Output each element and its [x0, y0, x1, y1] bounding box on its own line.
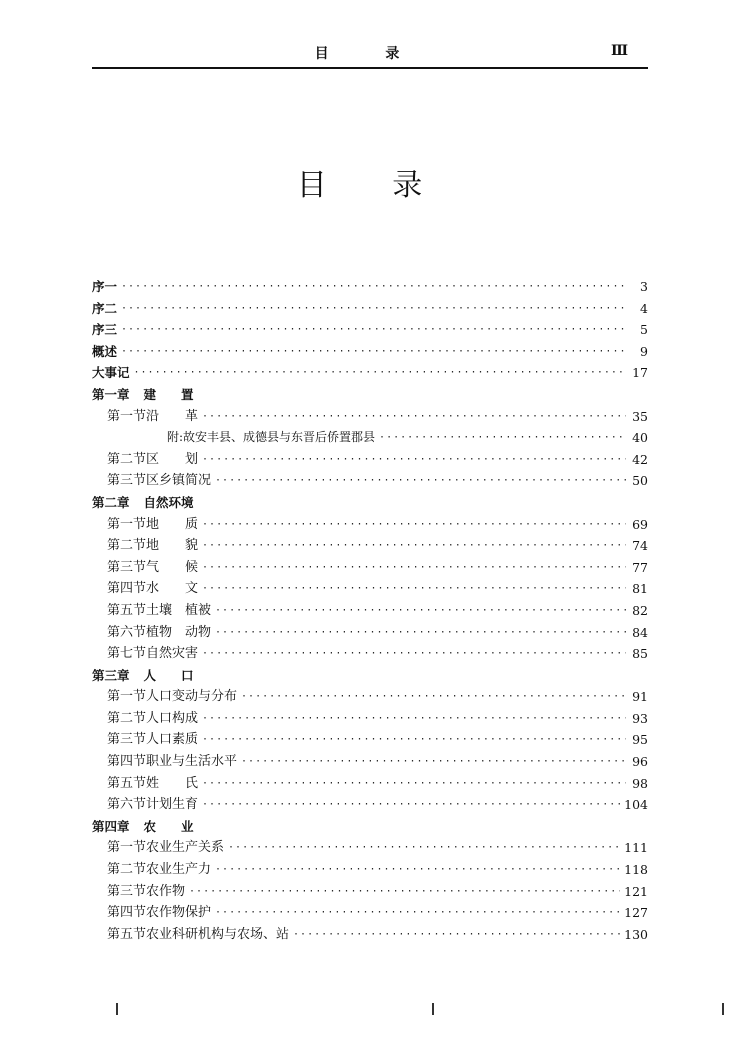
toc-entry-preface-2[interactable]	[92, 298, 648, 320]
dot-leader	[202, 729, 626, 751]
section-title: 气 候	[146, 559, 199, 575]
toc-entry-label: 大事记	[92, 365, 130, 381]
toc-section-entry[interactable]	[92, 449, 648, 471]
dot-leader	[228, 837, 620, 859]
toc-page-number: 118	[624, 862, 648, 878]
running-title: 目 录	[314, 46, 426, 62]
chapter-title: 人 口	[143, 667, 194, 683]
toc-entry-label: 概述	[92, 343, 118, 359]
section-number: 第三节	[107, 732, 147, 748]
chapter-number: 第二章	[92, 494, 130, 510]
toc-page-number: 111	[624, 840, 648, 856]
section-title: 地 貌	[146, 538, 199, 554]
dot-leader	[202, 514, 626, 536]
toc-section-entry[interactable]	[92, 924, 648, 946]
toc-section-entry[interactable]	[92, 902, 648, 924]
toc-page-number: 93	[632, 710, 648, 726]
section-number: 第六节	[107, 797, 147, 813]
section-title: 人口素质	[146, 732, 199, 748]
chapter-number: 第四章	[92, 818, 130, 834]
section-title: 农业生产力	[146, 862, 212, 878]
toc-page-number: 9	[640, 343, 648, 359]
section-title: 水 文	[146, 581, 199, 597]
toc-entry-label: 序一	[92, 279, 118, 294]
toc-entry-chronicle[interactable]	[92, 362, 648, 384]
chapter-title: 自然环境	[143, 494, 194, 510]
toc-entry-overview[interactable]	[92, 341, 648, 363]
dot-leader	[121, 341, 626, 363]
chapter-title: 农 业	[143, 818, 194, 834]
chapter-title: 建 置	[143, 386, 194, 402]
toc-page-number: 74	[632, 538, 648, 554]
dot-leader	[202, 794, 620, 816]
section-title: 农作物保护	[146, 905, 212, 921]
section-title: 植物 动物	[146, 624, 212, 640]
toc-section-entry[interactable]	[92, 729, 648, 751]
toc-entry-label: 序二	[92, 300, 118, 316]
section-title: 自然灾害	[146, 646, 199, 662]
dot-leader	[134, 362, 626, 384]
section-number: 第五节	[107, 775, 147, 791]
toc-section-entry[interactable]	[92, 622, 648, 644]
toc-page-number: 127	[624, 905, 648, 921]
dot-leader	[241, 686, 626, 708]
section-title: 沿 革	[146, 408, 199, 424]
dot-leader	[215, 859, 620, 881]
section-title: 计划生育	[146, 797, 199, 813]
toc-section-entry[interactable]	[92, 881, 648, 903]
dot-leader	[215, 600, 626, 622]
toc-page-number: 96	[632, 754, 648, 770]
section-number: 第五节	[107, 926, 147, 942]
chapter-number: 第一章	[92, 386, 130, 402]
dot-leader	[121, 319, 626, 341]
toc-entry-label: 序三	[92, 322, 118, 338]
toc-page-number: 5	[640, 322, 648, 338]
dot-leader	[202, 557, 626, 579]
toc-chapter-heading[interactable]	[92, 492, 648, 514]
section-number: 第七节	[107, 646, 147, 662]
toc-section-entry[interactable]	[92, 859, 648, 881]
toc-section-entry[interactable]	[92, 514, 648, 536]
dot-leader	[121, 298, 626, 320]
page-header	[92, 0, 648, 70]
dot-leader	[215, 470, 626, 492]
dot-leader	[202, 406, 626, 428]
toc-page-number: 91	[632, 689, 648, 705]
section-title: 农业生产关系	[146, 840, 225, 856]
section-number: 第四节	[107, 581, 147, 597]
section-title: 人口构成	[146, 710, 199, 726]
table-of-contents	[92, 276, 648, 945]
section-number: 第四节	[107, 905, 147, 921]
section-number: 第三节	[107, 883, 147, 899]
toc-page-number: 50	[632, 473, 648, 489]
toc-page-number: 81	[632, 581, 648, 597]
toc-section-entry[interactable]	[92, 643, 648, 665]
section-number: 第一节	[107, 840, 147, 856]
toc-section-entry[interactable]	[92, 600, 648, 622]
section-title: 职业与生活水平	[146, 754, 238, 770]
toc-page-number: 104	[624, 797, 648, 813]
toc-page-number: 130	[624, 926, 648, 942]
section-number: 第二节	[107, 538, 147, 554]
toc-page-number: 69	[632, 516, 648, 532]
toc-section-entry[interactable]	[92, 794, 648, 816]
section-number: 第二节	[107, 710, 147, 726]
dot-leader	[293, 924, 620, 946]
toc-page-number: 35	[632, 408, 648, 424]
toc-page-number: 121	[624, 883, 648, 899]
section-number: 第三节	[107, 473, 147, 489]
header-rule	[92, 67, 648, 69]
toc-section-entry[interactable]	[92, 837, 648, 859]
dot-leader	[202, 449, 626, 471]
section-title: 农作物	[146, 883, 186, 899]
section-title: 附:故安丰县、成德县与东晋后侨置郡县	[167, 430, 376, 445]
dot-leader	[189, 881, 620, 903]
section-number: 第一节	[107, 408, 147, 424]
section-number: 第一节	[107, 516, 147, 532]
section-title: 地 质	[146, 516, 199, 532]
toc-page-number: 82	[632, 602, 648, 618]
dot-leader	[379, 427, 626, 449]
page-numeral: Ⅲ	[610, 43, 628, 59]
toc-section-entry[interactable]	[92, 708, 648, 730]
toc-section-entry[interactable]	[92, 557, 648, 579]
toc-chapter-heading[interactable]	[92, 384, 648, 406]
scan-mark-center	[432, 1003, 434, 1015]
toc-entry-preface-1[interactable]	[92, 276, 648, 298]
toc-page-number: 3	[640, 279, 648, 294]
toc-page-number: 84	[632, 624, 648, 640]
scan-mark-left	[116, 1003, 118, 1015]
toc-section-entry[interactable]	[92, 535, 648, 557]
toc-page-number: 85	[632, 646, 648, 662]
section-number: 第二节	[107, 451, 147, 467]
section-number: 第二节	[107, 862, 147, 878]
toc-section-entry[interactable]	[92, 470, 648, 492]
section-title: 人口变动与分布	[146, 689, 238, 705]
toc-section-entry[interactable]	[92, 751, 648, 773]
dot-leader	[202, 708, 626, 730]
toc-section-entry[interactable]	[92, 406, 648, 428]
toc-page-number: 95	[632, 732, 648, 748]
toc-chapter-heading[interactable]	[92, 816, 648, 838]
toc-appendix-entry[interactable]	[92, 427, 648, 449]
section-title: 区乡镇简况	[146, 473, 212, 489]
dot-leader	[202, 773, 626, 795]
toc-chapter-heading[interactable]	[92, 665, 648, 687]
dot-leader	[202, 578, 626, 600]
chapter-number: 第三章	[92, 667, 130, 683]
toc-section-entry[interactable]	[92, 686, 648, 708]
toc-page-number: 77	[632, 559, 648, 575]
scan-mark-right	[722, 1003, 724, 1015]
dot-leader	[215, 902, 620, 924]
page-title: 目 录	[296, 168, 451, 203]
toc-page-number: 42	[632, 451, 648, 467]
toc-entry-preface-3[interactable]	[92, 319, 648, 341]
section-title: 区 划	[146, 451, 199, 467]
section-number: 第四节	[107, 754, 147, 770]
section-number: 第三节	[107, 559, 147, 575]
section-number: 第六节	[107, 624, 147, 640]
section-title: 姓 氏	[146, 775, 199, 791]
toc-page-number: 40	[632, 430, 648, 446]
section-title: 土壤 植被	[146, 602, 212, 618]
toc-section-entry[interactable]	[92, 578, 648, 600]
toc-page-number: 17	[632, 365, 648, 381]
dot-leader	[121, 276, 626, 298]
toc-page-number: 4	[640, 300, 648, 316]
dot-leader	[241, 751, 626, 773]
section-title: 农业科研机构与农场、站	[146, 926, 290, 942]
toc-section-entry[interactable]	[92, 773, 648, 795]
dot-leader	[202, 535, 626, 557]
dot-leader	[202, 643, 626, 665]
section-number: 第五节	[107, 602, 147, 618]
dot-leader	[215, 622, 626, 644]
section-number: 第一节	[107, 689, 147, 705]
toc-page-number: 98	[632, 775, 648, 791]
